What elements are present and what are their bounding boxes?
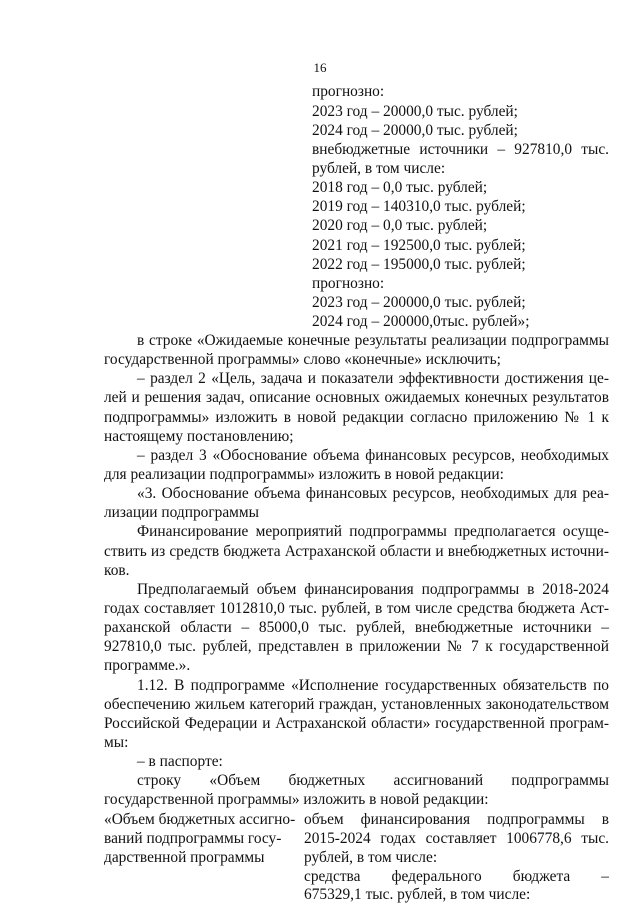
text-line: ствить из средств бюджета Астраханской области и внебюджетных источни-: [104, 543, 609, 560]
text-line: 2024 год – 20000,0 тыс. рублей;: [312, 122, 518, 139]
table-right-cell: объем финансирования подпрограммы в: [304, 811, 609, 828]
text-line: 2022 год – 195000,0 тыс. рублей;: [312, 256, 526, 273]
text-line: Предполагаемый объем финансирования подпрограммы в 2018-2024: [137, 581, 609, 598]
text-line: настоящему постановлению;: [104, 428, 294, 445]
text-line: «3. Обоснование объема финансовых ресурсов, необходимых для реа-: [137, 485, 609, 502]
text-line: раханской области – 85000,0 тыс. рублей, внебюджетные источники –: [104, 619, 609, 636]
text-line: – в паспорте:: [137, 753, 223, 770]
table-left-cell: «Объем бюджетных ассигно-: [104, 811, 296, 828]
table-right-cell: 2015-2024 годах составляет 1006778,6 тыс.: [304, 830, 609, 847]
text-line: обеспечению жильем категорий граждан, установленных законодательством: [104, 696, 609, 713]
text-line: 927810,0 тыс. рублей, представлен в приложении № 7 к государственной: [104, 638, 609, 655]
text-line: подпрограммы» изложить в новой редакции согласно приложению № 1 к: [104, 409, 609, 426]
text-line: рублей, в том числе:: [312, 160, 446, 177]
text-line: прогнозно:: [312, 83, 385, 100]
text-line: государственной программы» слово «конечные» исключить;: [104, 351, 501, 368]
text-line: 2023 год – 20000,0 тыс. рублей;: [312, 103, 518, 120]
text-line: Финансирование мероприятий подпрограммы предполагается осуще-: [137, 523, 609, 540]
text-line: строку «Объем бюджетных ассигнований подпрограммы: [137, 772, 609, 789]
text-line: государственной программы» изложить в новой редакции:: [104, 791, 489, 808]
text-line: годах составляет 1012810,0 тыс. рублей, в том числе средства бюджета Аст-: [104, 600, 609, 617]
text-line: – раздел 3 «Обоснование объема финансовых ресурсов, необходимых: [137, 447, 609, 464]
text-line: внебюджетные источники – 927810,0 тыс.: [312, 141, 609, 158]
text-line: 2019 год – 140310,0 тыс. рублей;: [312, 198, 526, 215]
text-line: для реализации подпрограммы» изложить в новой редакции:: [104, 466, 504, 483]
text-line: 1.12. В подпрограмме «Исполнение государственных обязательств по: [137, 677, 609, 694]
text-line: прогнозно:: [312, 275, 385, 292]
table-right-cell: рублей, в том числе:: [304, 849, 438, 866]
table-left-cell: ваний подпрограммы госу-: [104, 830, 282, 847]
text-line: программе.».: [104, 657, 191, 674]
text-line: 2020 год – 0,0 тыс. рублей;: [312, 217, 488, 234]
text-line: лизации подпрограммы: [104, 504, 259, 521]
text-line: 2018 год – 0,0 тыс. рублей;: [312, 179, 488, 196]
text-line: 2024 год – 200000,0тыс. рублей»;: [312, 313, 530, 330]
text-line: 2023 год – 200000,0 тыс. рублей;: [312, 294, 526, 311]
text-line: лей и решения задач, описание основных ожидаемых конечных результатов: [104, 389, 609, 406]
table-right-cell: средства федерального бюджета –: [304, 868, 609, 885]
text-line: мы:: [104, 734, 129, 751]
text-line: ков.: [104, 562, 130, 579]
text-line: в строке «Ожидаемые конечные результаты реализации подпрограммы: [137, 332, 609, 349]
text-line: – раздел 2 «Цель, задача и показатели эффективности достижения це-: [137, 370, 609, 387]
text-line: 2021 год – 192500,0 тыс. рублей;: [312, 237, 526, 254]
page-number: 16: [313, 60, 327, 75]
table-right-cell: 675329,1 тыс. рублей, в том числе:: [304, 886, 531, 903]
table-left-cell: дарственной программы: [104, 849, 265, 866]
text-line: Российской Федерации и Астраханской области» государственной програм-: [104, 715, 609, 732]
